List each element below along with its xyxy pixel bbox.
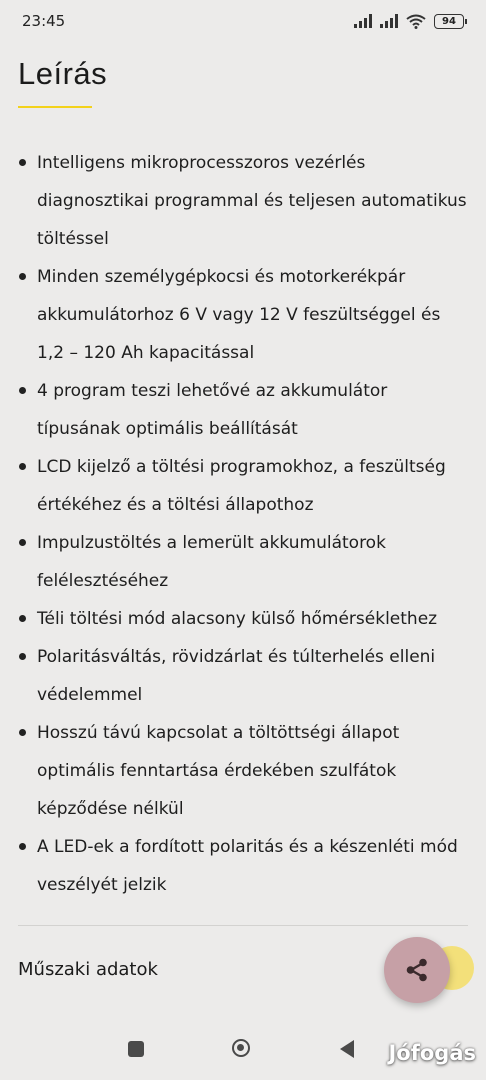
share-icon xyxy=(402,955,432,985)
status-icons xyxy=(354,14,464,29)
battery-level: 94 xyxy=(442,15,456,27)
watermark-logo: Jófogás xyxy=(388,1041,476,1065)
recents-icon[interactable] xyxy=(128,1041,144,1057)
feature-list xyxy=(18,144,468,904)
list-item: Hosszú távú kapcsolat a töltöttségi állapot optimális fenntartása érdekében szulfátok képződése nélkül xyxy=(18,714,468,828)
list-item: Minden személygépkocsi és motorkerékpár akkumulátorhoz 6 V vagy 12 V feszültséggel és 1,2 – 120 Ah kapacitással xyxy=(18,258,468,372)
list-item: Impulzustöltés a lemerült akkumulátorok felélesztéséhez xyxy=(18,524,468,600)
title-underline xyxy=(18,106,92,108)
list-item: A LED-ek a fordított polaritás és a készenléti mód veszélyét jelzik xyxy=(18,828,468,904)
divider xyxy=(18,925,468,926)
home-icon[interactable] xyxy=(232,1039,250,1057)
signal-icon xyxy=(380,14,398,28)
share-button[interactable] xyxy=(384,937,450,1003)
status-time: 23:45 xyxy=(22,12,66,30)
list-item: Téli töltési mód alacsony külső hőmérséklethez xyxy=(18,600,468,638)
status-bar xyxy=(0,0,486,42)
back-icon[interactable] xyxy=(340,1040,354,1058)
list-item: Intelligens mikroprocesszoros vezérlés diagnosztikai programmal és teljesen automatikus töltéssel xyxy=(18,144,468,258)
battery-icon xyxy=(434,14,464,29)
list-item: 4 program teszi lehetővé az akkumulátor típusának optimális beállítását xyxy=(18,372,468,448)
technical-data-heading[interactable]: Műszaki adatok xyxy=(18,959,158,980)
page-title: Leírás xyxy=(18,56,108,91)
list-item: Polaritásváltás, rövidzárlat és túlterhelés elleni védelemmel xyxy=(18,638,468,714)
description-section xyxy=(18,56,468,904)
signal-icon xyxy=(354,14,372,28)
list-item: LCD kijelző a töltési programokhoz, a feszültség értékéhez és a töltési állapothoz xyxy=(18,448,468,524)
wifi-icon xyxy=(406,14,426,29)
